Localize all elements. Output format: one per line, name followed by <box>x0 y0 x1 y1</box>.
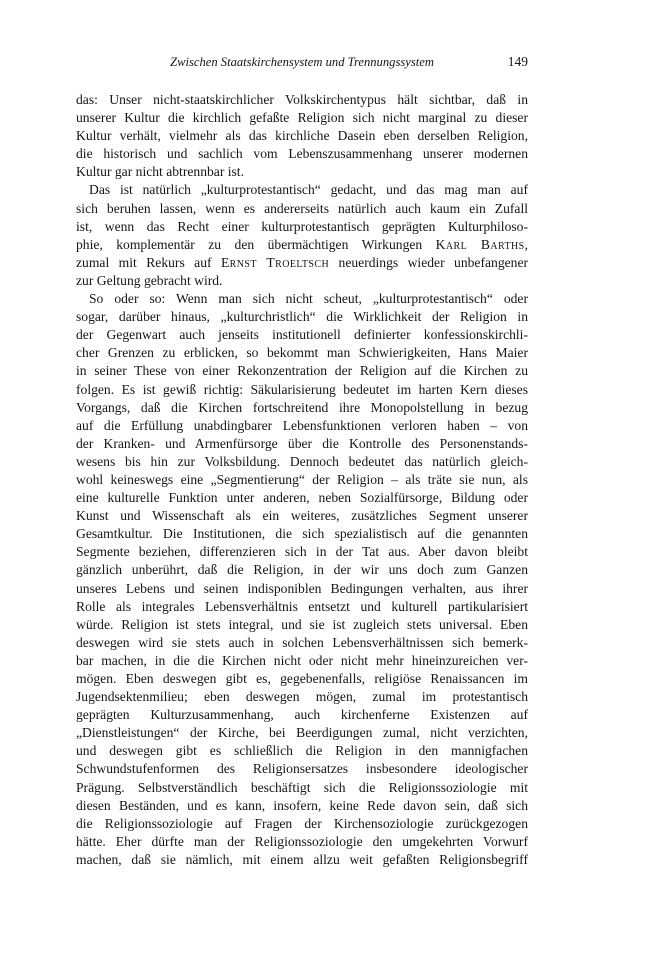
text-line: die Religionssoziologie auf Fragen der Kirchensoziologie zurückgezogen <box>76 815 528 831</box>
text-line: in seiner These von einer Rekonzentration der Religion auf die Kirchen zu <box>76 363 528 379</box>
text-line: unserer Kultur die kirchlich gefaßte Religion sich nicht marginal zu dieser <box>76 110 528 126</box>
text-line: Segmente beziehen, differenzieren sich in der Tat aus. Aber davon bleibt <box>76 544 528 560</box>
text-line: der Gegenwart auch jenseits institutionell definierter konfessionskirchli- <box>76 327 528 343</box>
text-line: würde. Religion ist stets integral, und sie ist zugleich stets universal. Eben <box>76 616 528 632</box>
text-line: ist, wenn das Recht einer kulturprotestantisch geprägten Kulturphiloso- <box>76 218 528 234</box>
page-number: 149 <box>507 54 528 69</box>
text-line: gänzlich unberührt, daß die Religion, in der wir uns doch zum Ganzen <box>76 562 528 578</box>
text-line: cher Grenzen zu erblicken, so bekommt man Schwierigkeiten, Hans Maier <box>76 345 528 361</box>
text-line: Schwundstufenformen des Religionsersatzes insbesondere ideologischer <box>76 761 528 777</box>
body-text <box>76 91 528 869</box>
author-name-barth: Karl Barths <box>435 236 525 252</box>
author-name-troeltsch: Ernst Troeltsch <box>220 254 330 270</box>
text-line: Das ist natürlich „kulturprotestantisch“ gedacht, und das mag man auf <box>89 182 528 198</box>
text-line: geprägten Kulturzusammenhang, auch kirchenferne Existenzen auf <box>76 707 528 723</box>
text-line: sogar, darüber hinaus, „kulturchristlich“ die Wirklichkeit der Religion in <box>76 309 528 325</box>
text-line: sich beruhen lassen, wenn es andererseits natürlich auch kaum ein Zufall <box>76 200 528 216</box>
text-line: Kultur gar nicht abtrennbar ist. <box>76 164 244 180</box>
running-title: Zwischen Staatskirchensystem und Trennungssystem <box>170 55 434 69</box>
text-segment: phie, komplementär zu den übermächtigen Wirkungen <box>76 236 436 252</box>
text-line: Kunst und Wissenschaft als ein weiteres, zusätzliches Segment unserer <box>76 508 528 524</box>
text-line: mögen. Eben deswegen gibt es, gegebenenfalls, religiöse Renaissancen im <box>76 671 528 686</box>
text-segment: neuerdings wieder unbefangener <box>329 254 529 270</box>
running-header <box>76 52 528 72</box>
text-line: unseres Lebens und seinen indisponiblen Bedingungen verhalten, aus ihrer <box>76 580 528 596</box>
text-line: Prägung. Selbstverständlich beschäftigt sich die Religionssoziologie mit <box>76 779 528 795</box>
text-line: Gesamtkultur. Die Institutionen, die sich spezialistisch auf die genannten <box>76 526 528 542</box>
text-line: die historisch und sachlich vom Lebenszusammenhang unserer modernen <box>76 146 528 162</box>
text-segment: zumal mit Rekurs auf <box>76 254 221 270</box>
text-line: machen, daß sie nämlich, mit einem allzu weit gefaßten Religionsbegriff <box>76 851 528 867</box>
text-line: So oder so: Wenn man sich nicht scheut, „kulturprotestantisch“ oder <box>89 291 528 307</box>
text-line: auf die Erfüllung unabdingbarer Lebensfunktionen verloren haben – von <box>76 417 528 433</box>
text-line: folgen. Es ist gewiß richtig: Säkularisierung bedeutet im harten Kern dieses <box>76 381 528 397</box>
text-line <box>76 236 528 254</box>
text-line <box>76 254 528 272</box>
text-line: Vorgangs, daß die Kirchen fortschreitend ihre Monopolstellung in bezug <box>76 399 528 415</box>
text-line: das: Unser nicht-staatskirchlicher Volkskirchentypus hält sichtbar, daß in <box>76 92 528 107</box>
text-line: Kultur verhält, vielmehr als das kirchliche Dasein eben derselben Religion, <box>76 128 528 144</box>
text-line: Rolle als integrales Lebensverhältnis entsetzt und kulturell partikularisiert <box>76 598 528 614</box>
text-line: Jugendsektenmilieu; eben deswegen mögen, zumal im protestantisch <box>76 689 528 705</box>
text-line: zur Geltung gebracht wird. <box>76 272 223 288</box>
text-line: hätte. Eher dürfte man der Religionssoziologie den umgekehrten Vorwurf <box>76 833 528 849</box>
text-line: und deswegen gibt es schließlich die Religion in den mannigfachen <box>76 743 528 759</box>
text-line: eine kulturelle Funktion unter anderen, neben Sozialfürsorge, Bildung oder <box>76 490 528 506</box>
text-line: wohl keineswegs eine „Segmentierung“ der Religion – als träte sie nun, als <box>76 471 528 487</box>
text-line: deswegen wird sie stets auch in solchen Lebensverhältnissen sich bemerk- <box>76 634 528 650</box>
text-line: „Dienstleistungen“ der Kirche, bei Beerdigungen zumal, nicht verzichten, <box>76 725 528 741</box>
text-line: der Kranken- und Armenfürsorge über die Kontrolle des Personenstands- <box>76 435 528 451</box>
text-line: diesen Beständen, und es kann, insofern, keine Rede davon sein, daß sich <box>76 797 528 813</box>
text-line: bar machen, in die die Kirchen nicht oder nicht mehr hineinzureichen ver- <box>76 652 528 668</box>
text-line: wesens bis hin zur Volksbildung. Dennoch bedeutet das natürlich gleich- <box>76 453 528 469</box>
text-segment: , <box>524 236 528 252</box>
